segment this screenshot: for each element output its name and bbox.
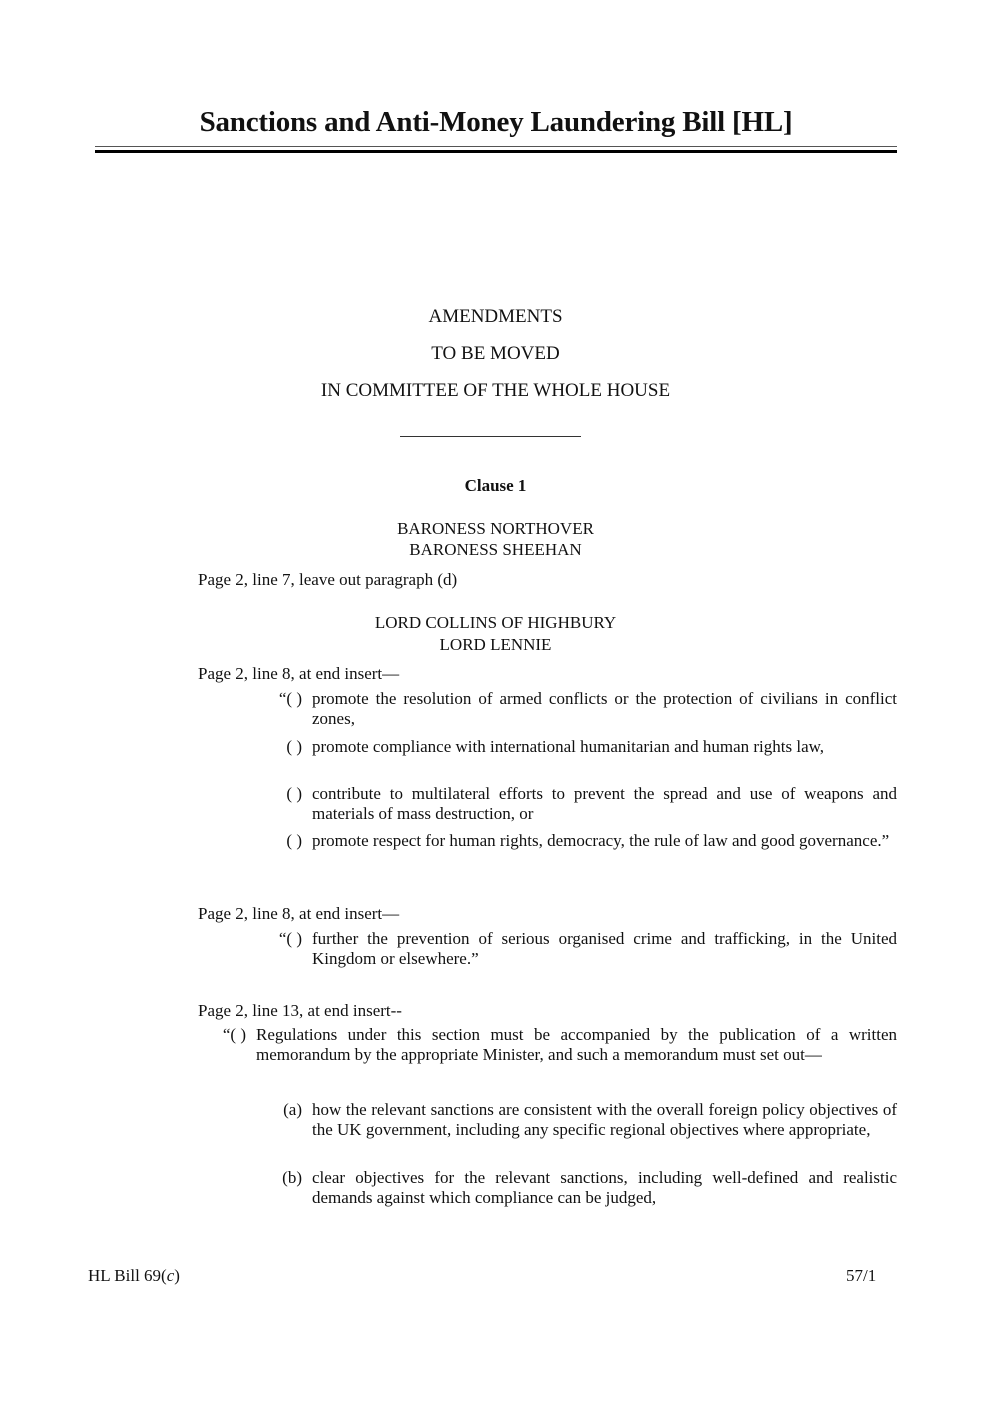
item-text: contribute to multilateral efforts to prevent the spread and use of weapons and materials of mass destruction, or [312, 784, 897, 823]
heading-line-1: AMENDMENTS [428, 306, 563, 327]
title-rule-thick [95, 150, 897, 153]
heading-line-2: TO BE MOVED [431, 343, 560, 364]
subitem-marker: (a) [283, 1100, 302, 1119]
amendment-instruction: Page 2, line 7, leave out paragraph (d) [198, 570, 458, 589]
page-reference: 57/1 [846, 1266, 877, 1285]
item-text: further the prevention of serious organised crime and trafficking, in the United Kingdom or elsewhere.” [312, 929, 897, 968]
item-marker: ( ) [286, 737, 302, 756]
item-text: promote respect for human rights, democracy, the rule of law and good governance.” [312, 831, 890, 850]
item-marker: “( ) [278, 929, 302, 948]
subitem-text: how the relevant sanctions are consistent with the overall foreign policy objectives of the UK government, including any specific regional objectives where appropriate, [312, 1100, 897, 1139]
mover-name: LORD COLLINS OF HIGHBURY [374, 613, 617, 632]
heading-line-3: IN COMMITTEE OF THE WHOLE HOUSE [320, 380, 671, 401]
amendment-item [286, 831, 897, 851]
amendment-instruction: Page 2, line 8, at end insert— [198, 904, 400, 923]
amendment-item [278, 689, 897, 729]
item-marker: ( ) [286, 784, 302, 803]
bill-ref-suffix: ) [174, 1266, 180, 1285]
item-text: promote the resolution of armed conflicts or the protection of civilians in conflict zones, [312, 689, 897, 728]
bill-ref-italic: c [166, 1266, 175, 1285]
amendment-instruction: Page 2, line 8, at end insert— [198, 664, 400, 683]
amendment-subitem [283, 1100, 897, 1140]
item-marker: ( ) [286, 831, 302, 850]
amendment-item [286, 784, 897, 824]
amendment-subitem [282, 1168, 897, 1208]
subitem-text: clear objectives for the relevant sanctions, including well-defined and realistic demands against which compliance can be judged, [312, 1168, 897, 1207]
mover-name: BARONESS SHEEHAN [409, 540, 582, 559]
amendment-item [278, 929, 897, 969]
bill-reference [88, 1266, 180, 1286]
amendment-item [222, 1025, 897, 1065]
subitem-marker: (b) [282, 1168, 302, 1187]
section-divider [400, 436, 581, 437]
mover-name: BARONESS NORTHOVER [397, 519, 594, 538]
amendment-item [286, 737, 897, 757]
item-marker: “( ) [278, 689, 302, 708]
bill-title: Sanctions and Anti-Money Laundering Bill [HL] [199, 106, 793, 138]
title-rule-thin [95, 146, 897, 147]
item-marker: “( ) [222, 1025, 246, 1044]
item-text: Regulations under this section must be accompanied by the publication of a written memorandum by the appropriate Minister, and such a memorandum must set out— [256, 1025, 897, 1064]
item-text: promote compliance with international humanitarian and human rights law, [312, 737, 825, 756]
mover-name: LORD LENNIE [439, 635, 552, 654]
clause-heading: Clause 1 [464, 476, 527, 495]
amendment-instruction: Page 2, line 13, at end insert-- [198, 1001, 402, 1020]
bill-ref-prefix: HL Bill 69( [88, 1266, 167, 1285]
